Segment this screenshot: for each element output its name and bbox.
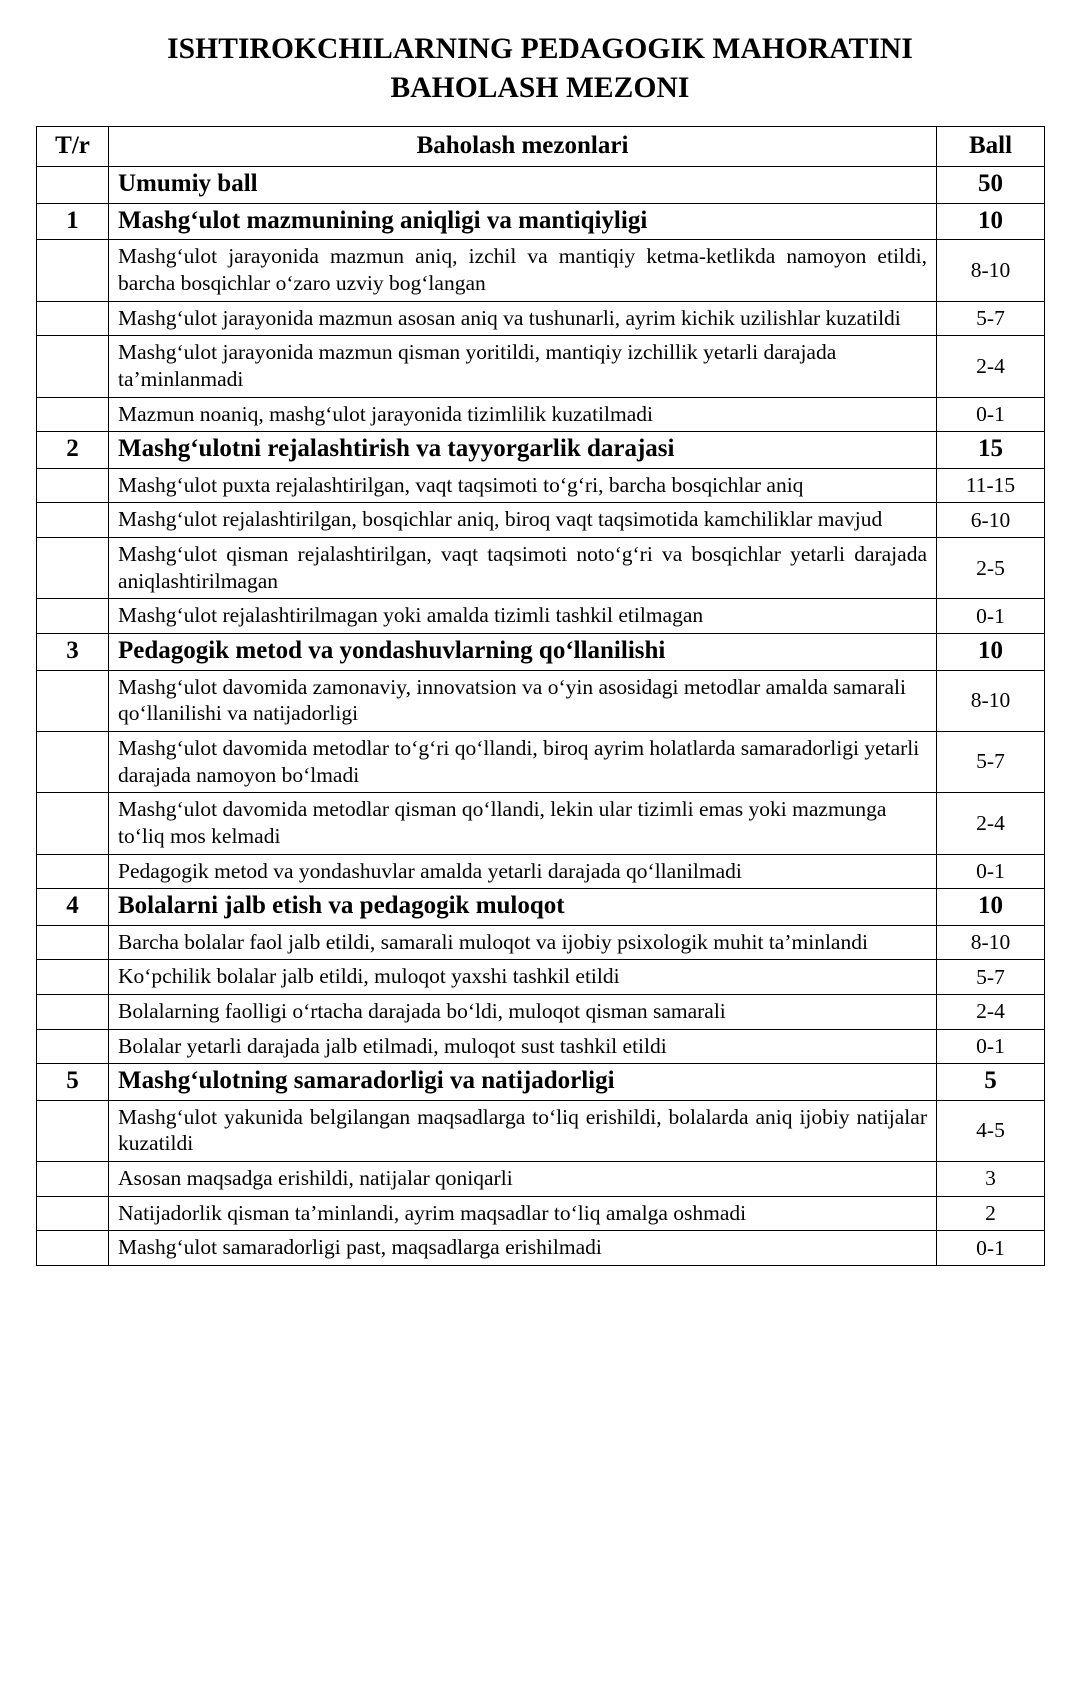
row-number-cell xyxy=(37,1231,109,1266)
row-criteria-cell: Mashg‘ulot puxta rejalashtirilgan, vaqt taqsimoti to‘g‘ri, barcha bosqichlar aniq xyxy=(109,468,937,503)
row-criteria-cell: Mashg‘ulot yakunida belgilangan maqsadlarga to‘liq erishildi, bolalarda aniq ijobiy natijalar kuzatildi xyxy=(109,1100,937,1161)
row-ball-cell: 2-4 xyxy=(937,995,1045,1030)
row-ball-cell: 5-7 xyxy=(937,301,1045,336)
row-ball-cell: 3 xyxy=(937,1162,1045,1197)
row-number-cell xyxy=(37,397,109,432)
total-row-num xyxy=(37,167,109,204)
row-number-cell xyxy=(37,670,109,731)
column-header-criteria: Baholash mezonlari xyxy=(109,126,937,167)
row-criteria-cell: Mashg‘ulot samaradorligi past, maqsadlarga erishilmadi xyxy=(109,1231,937,1266)
row-ball-cell: 15 xyxy=(937,432,1045,469)
row-ball-cell: 5-7 xyxy=(937,731,1045,792)
row-number-cell xyxy=(37,468,109,503)
row-criteria-cell: Pedagogik metod va yondashuvlar amalda yetarli darajada qo‘llanilmadi xyxy=(109,854,937,889)
criteria-detail-row xyxy=(37,731,1045,792)
criteria-detail-row xyxy=(37,336,1045,397)
page-title xyxy=(0,0,1080,108)
row-number-cell: 1 xyxy=(37,203,109,240)
page-title-line-2: BAHOLASH MEZONI xyxy=(390,71,690,104)
row-criteria-cell: Pedagogik metod va yondashuvlarning qo‘llanilishi xyxy=(109,634,937,671)
column-header-num: T/r xyxy=(37,126,109,167)
row-number-cell xyxy=(37,599,109,634)
row-number-cell xyxy=(37,731,109,792)
criteria-section-row xyxy=(37,889,1045,926)
criteria-detail-row xyxy=(37,599,1045,634)
row-number-cell xyxy=(37,995,109,1030)
criteria-detail-row xyxy=(37,397,1045,432)
row-criteria-cell: Mashg‘ulot davomida metodlar qisman qo‘llandi, lekin ular tizimli emas yoki mazmunga to‘liq mos kelmadi xyxy=(109,793,937,854)
row-number-cell: 2 xyxy=(37,432,109,469)
row-criteria-cell: Mashg‘ulotning samaradorligi va natijadorligi xyxy=(109,1064,937,1101)
row-criteria-cell: Mashg‘ulot davomida zamonaviy, innovatsion va o‘yin asosidagi metodlar amalda samarali qo‘llanilishi va natijadorligi xyxy=(109,670,937,731)
row-criteria-cell: Mashg‘ulotni rejalashtirish va tayyorgarlik darajasi xyxy=(109,432,937,469)
row-ball-cell: 8-10 xyxy=(937,240,1045,301)
criteria-section-row xyxy=(37,203,1045,240)
criteria-detail-row xyxy=(37,468,1045,503)
row-number-cell xyxy=(37,960,109,995)
row-ball-cell: 11-15 xyxy=(937,468,1045,503)
row-number-cell xyxy=(37,503,109,538)
row-number-cell xyxy=(37,538,109,599)
row-criteria-cell: Mashg‘ulot mazmunining aniqligi va mantiqiyligi xyxy=(109,203,937,240)
row-number-cell xyxy=(37,1196,109,1231)
row-number-cell: 5 xyxy=(37,1064,109,1101)
row-criteria-cell: Mashg‘ulot rejalashtirilmagan yoki amalda tizimli tashkil etilmagan xyxy=(109,599,937,634)
criteria-detail-row xyxy=(37,1231,1045,1266)
row-ball-cell: 0-1 xyxy=(937,1231,1045,1266)
criteria-table-container xyxy=(0,108,1080,1266)
row-ball-cell: 0-1 xyxy=(937,599,1045,634)
row-ball-cell: 0-1 xyxy=(937,1029,1045,1064)
row-criteria-cell: Mashg‘ulot jarayonida mazmun qisman yoritildi, mantiqiy izchillik yetarli darajada ta’minlanmadi xyxy=(109,336,937,397)
criteria-section-row xyxy=(37,634,1045,671)
criteria-detail-row xyxy=(37,670,1045,731)
row-number-cell: 4 xyxy=(37,889,109,926)
row-ball-cell: 2-4 xyxy=(937,336,1045,397)
row-number-cell xyxy=(37,301,109,336)
row-ball-cell: 10 xyxy=(937,634,1045,671)
criteria-detail-row xyxy=(37,503,1045,538)
row-ball-cell: 2-4 xyxy=(937,793,1045,854)
criteria-section-row xyxy=(37,432,1045,469)
criteria-detail-row xyxy=(37,1196,1045,1231)
row-number-cell xyxy=(37,925,109,960)
criteria-detail-row xyxy=(37,925,1045,960)
row-ball-cell: 4-5 xyxy=(937,1100,1045,1161)
row-number-cell xyxy=(37,240,109,301)
row-criteria-cell: Mashg‘ulot qisman rejalashtirilgan, vaqt taqsimoti noto‘g‘ri va bosqichlar yetarli darajada aniqlashtirilmagan xyxy=(109,538,937,599)
row-criteria-cell: Natijadorlik qisman ta’minlandi, ayrim maqsadlar to‘liq amalga oshmadi xyxy=(109,1196,937,1231)
row-ball-cell: 10 xyxy=(937,889,1045,926)
row-criteria-cell: Ko‘pchilik bolalar jalb etildi, muloqot yaxshi tashkil etildi xyxy=(109,960,937,995)
criteria-detail-row xyxy=(37,1029,1045,1064)
evaluation-criteria-table xyxy=(36,126,1045,1266)
row-ball-cell: 5-7 xyxy=(937,960,1045,995)
row-number-cell xyxy=(37,1162,109,1197)
table-header-row xyxy=(37,126,1045,167)
row-number-cell xyxy=(37,793,109,854)
row-criteria-cell: Barcha bolalar faol jalb etildi, samarali muloqot va ijobiy psixologik muhit ta’minlandi xyxy=(109,925,937,960)
criteria-detail-row xyxy=(37,1100,1045,1161)
row-criteria-cell: Mashg‘ulot davomida metodlar to‘g‘ri qo‘llandi, biroq ayrim holatlarda samaradorligi yetarli darajada namoyon bo‘lmadi xyxy=(109,731,937,792)
row-criteria-cell: Asosan maqsadga erishildi, natijalar qoniqarli xyxy=(109,1162,937,1197)
row-criteria-cell: Bolalarning faolligi o‘rtacha darajada bo‘ldi, muloqot qisman samarali xyxy=(109,995,937,1030)
total-row-ball: 50 xyxy=(937,167,1045,204)
row-criteria-cell: Bolalar yetarli darajada jalb etilmadi, muloqot sust tashkil etildi xyxy=(109,1029,937,1064)
criteria-detail-row xyxy=(37,793,1045,854)
criteria-detail-row xyxy=(37,960,1045,995)
criteria-section-row xyxy=(37,1064,1045,1101)
column-header-ball: Ball xyxy=(937,126,1045,167)
row-criteria-cell: Mashg‘ulot jarayonida mazmun aniq, izchil va mantiqiy ketma-ketlikda namoyon etildi, barcha bosqichlar o‘zaro uzviy bog‘langan xyxy=(109,240,937,301)
row-ball-cell: 8-10 xyxy=(937,670,1045,731)
row-criteria-cell: Mashg‘ulot jarayonida mazmun asosan aniq va tushunarli, ayrim kichik uzilishlar kuzatildi xyxy=(109,301,937,336)
page-title-line-1: ISHTIROKCHILARNING PEDAGOGIK MAHORATINI xyxy=(167,33,913,65)
row-criteria-cell: Mashg‘ulot rejalashtirilgan, bosqichlar aniq, biroq vaqt taqsimotida kamchiliklar mavjud xyxy=(109,503,937,538)
row-number-cell xyxy=(37,854,109,889)
row-ball-cell: 2-5 xyxy=(937,538,1045,599)
criteria-detail-row xyxy=(37,301,1045,336)
row-ball-cell: 6-10 xyxy=(937,503,1045,538)
total-score-row xyxy=(37,167,1045,204)
row-ball-cell: 0-1 xyxy=(937,397,1045,432)
row-number-cell xyxy=(37,1029,109,1064)
criteria-detail-row xyxy=(37,854,1045,889)
criteria-detail-row xyxy=(37,995,1045,1030)
row-criteria-cell: Mazmun noaniq, mashg‘ulot jarayonida tizimlilik kuzatilmadi xyxy=(109,397,937,432)
criteria-detail-row xyxy=(37,538,1045,599)
row-number-cell xyxy=(37,336,109,397)
row-ball-cell: 5 xyxy=(937,1064,1045,1101)
row-ball-cell: 0-1 xyxy=(937,854,1045,889)
row-number-cell: 3 xyxy=(37,634,109,671)
row-number-cell xyxy=(37,1100,109,1161)
row-criteria-cell: Bolalarni jalb etish va pedagogik muloqot xyxy=(109,889,937,926)
total-row-label: Umumiy ball xyxy=(109,167,937,204)
row-ball-cell: 2 xyxy=(937,1196,1045,1231)
row-ball-cell: 8-10 xyxy=(937,925,1045,960)
criteria-detail-row xyxy=(37,1162,1045,1197)
criteria-detail-row xyxy=(37,240,1045,301)
row-ball-cell: 10 xyxy=(937,203,1045,240)
